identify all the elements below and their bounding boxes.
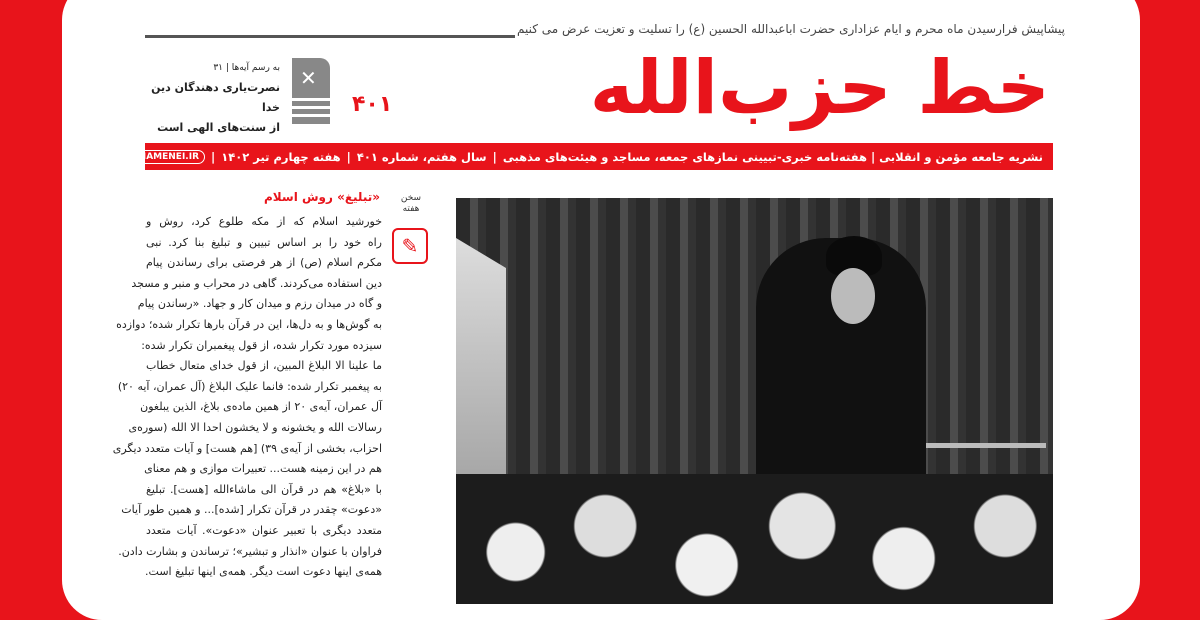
separator: | [346, 149, 351, 164]
article-line: راه خود را بر اساس تبیین و تبلیغ بنا کرد. نبی [146, 235, 382, 249]
article-line: متعدد دیگری با تعبیر عنوان «دعوت». آیات متعدد [146, 523, 382, 537]
article-line: مکرم اسلام (ص) از هر فرصتی برای رساندن پیام [146, 256, 382, 270]
article-title: «تبلیغ» روش اسلام [263, 190, 380, 204]
side-note-line1: نصرت‌یاری دهندگان دین خدا [151, 81, 280, 114]
article-line: فراوان با عنوان «انذار و تبشیر»؛ ترساندن و بشارت دادن. [118, 544, 382, 558]
masthead-logo: خط حزب‌الله [589, 45, 1050, 131]
issue-number: ۴۰۱ [352, 92, 393, 117]
divider [145, 35, 515, 38]
article-line: به گوش‌ها و به دل‌ها، این در قرآن بارها تکرار شده؛ دوازده [116, 317, 382, 331]
article-line: همه‌ی اینها دعوت است دیگر. همه‌ی اینها تبلیغ است. [145, 565, 382, 579]
side-note-line2: از سنت‌های الهی است [157, 121, 280, 134]
leader-speech-photo [456, 198, 1053, 604]
side-note-small: به رسم آیه‌ها | ۳۱ [213, 63, 280, 73]
article-line: ما علینا الا البلاغ المبین، از قول خدای متعال خطاب [146, 359, 382, 373]
article-line: و گاه در میدان رزم و میدان کار و جهاد. «رساندن پیام [137, 297, 382, 311]
article-line: با «بلاغ» هم در قرآن الی ماشاءالله [هست]. تبلیغ [146, 482, 382, 496]
header-tagline: پیشاپیش فرارسیدن ماه محرم و ایام عزاداری حضرت اباعبدالله الحسین (ع) را تسلیت و تعزیت عرض می کنیم [517, 22, 1065, 36]
quran-book-icon: ✕ [292, 58, 330, 124]
brand-logo: KHAMENEI.IR [126, 150, 205, 164]
article-line: خورشید اسلام که از مکه طلوع کرد، روش و [146, 215, 382, 228]
article-line: سیزده مورد تکرار شده، از قول پیغمبران تکرار شده: [141, 338, 382, 352]
info-bar-volume: سال هفتم، شماره ۴۰۱ [356, 149, 487, 164]
article-line: احزاب، بخشی از آیه‌ی ۳۹) [هم هست] و آیات متعدد دیگری [112, 441, 382, 455]
speaker-face [831, 268, 875, 324]
side-note [150, 58, 280, 138]
separator: | [492, 149, 497, 164]
article-line: «دعوت» چقدر در قرآن تکرار [شده]... و همین طور آیات [121, 503, 382, 517]
article-line: آل عمران، آیه‌ی ۲۰ از همین ماده‌ی بلاغ، الذین یبلغون [140, 400, 382, 414]
article-line: به پیغمبر تکرار شده: فانما علیک البلاغ (آل عمران، آیه ۲۰) [117, 379, 382, 393]
separator: | [211, 149, 216, 164]
audience-crowd [456, 474, 1053, 604]
article-line: دین استفاده می‌کردند. گاهی در محراب و منبر و مسجد [131, 276, 382, 290]
info-bar-date: هفته چهارم تیر ۱۴۰۲ [221, 149, 341, 164]
column-label: سخن هفته [400, 193, 422, 214]
article-body [112, 212, 382, 583]
info-bar [131, 143, 1053, 170]
pen-icon: ✎ [392, 228, 428, 264]
article-line: رسالات الله و یخشونه و لا یخشون احدا الا الله (سوره‌ی [128, 420, 382, 434]
article-line: هم در این زمینه هست... تعبیرات موازی و هم معنای [144, 462, 382, 476]
info-bar-description: نشریه جامعه مؤمن و انقلابی | هفته‌نامه خبری-تبیینی نمازهای جمعه، مساجد و هیئت‌های مذهبی [502, 149, 1043, 164]
